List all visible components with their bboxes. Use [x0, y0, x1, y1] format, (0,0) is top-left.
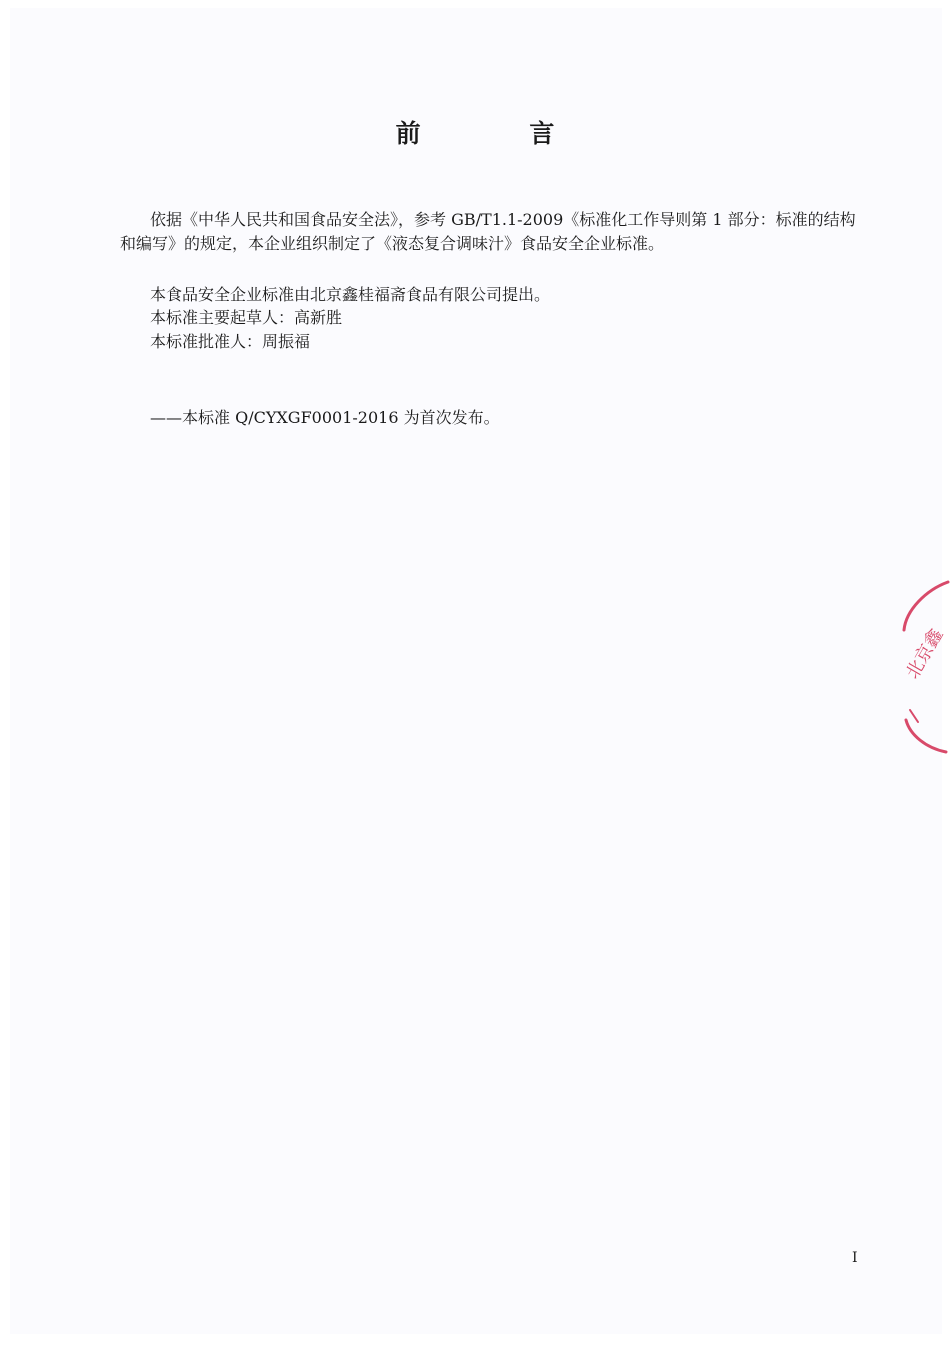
release-note: ——本标准 Q/CYXGF0001-2016 为首次发布。 [150, 408, 500, 427]
proposer-statement: 本食品安全企业标准由北京鑫桂福斋食品有限公司提出。 [150, 285, 551, 304]
page-title: 前 言 [395, 119, 605, 148]
company-seal-stamp [896, 570, 950, 760]
drafter-statement: 本标准主要起草人：高新胜 [150, 308, 343, 327]
page-sheet [10, 8, 942, 1334]
foreword-paragraph-line-1: 依据《中华人民共和国食品安全法》，参考 GB/T1.1-2009《标准化工作导则第 1 部分：标准的结构 [150, 210, 856, 229]
page-number: I [852, 1250, 858, 1266]
svg-text:北京鑫: 北京鑫 [902, 625, 948, 683]
foreword-paragraph-line-2: 和编写》的规定，本企业组织制定了《液态复合调味汁》食品安全企业标准。 [120, 234, 665, 253]
approver-statement: 本标准批准人：周振福 [150, 332, 311, 351]
